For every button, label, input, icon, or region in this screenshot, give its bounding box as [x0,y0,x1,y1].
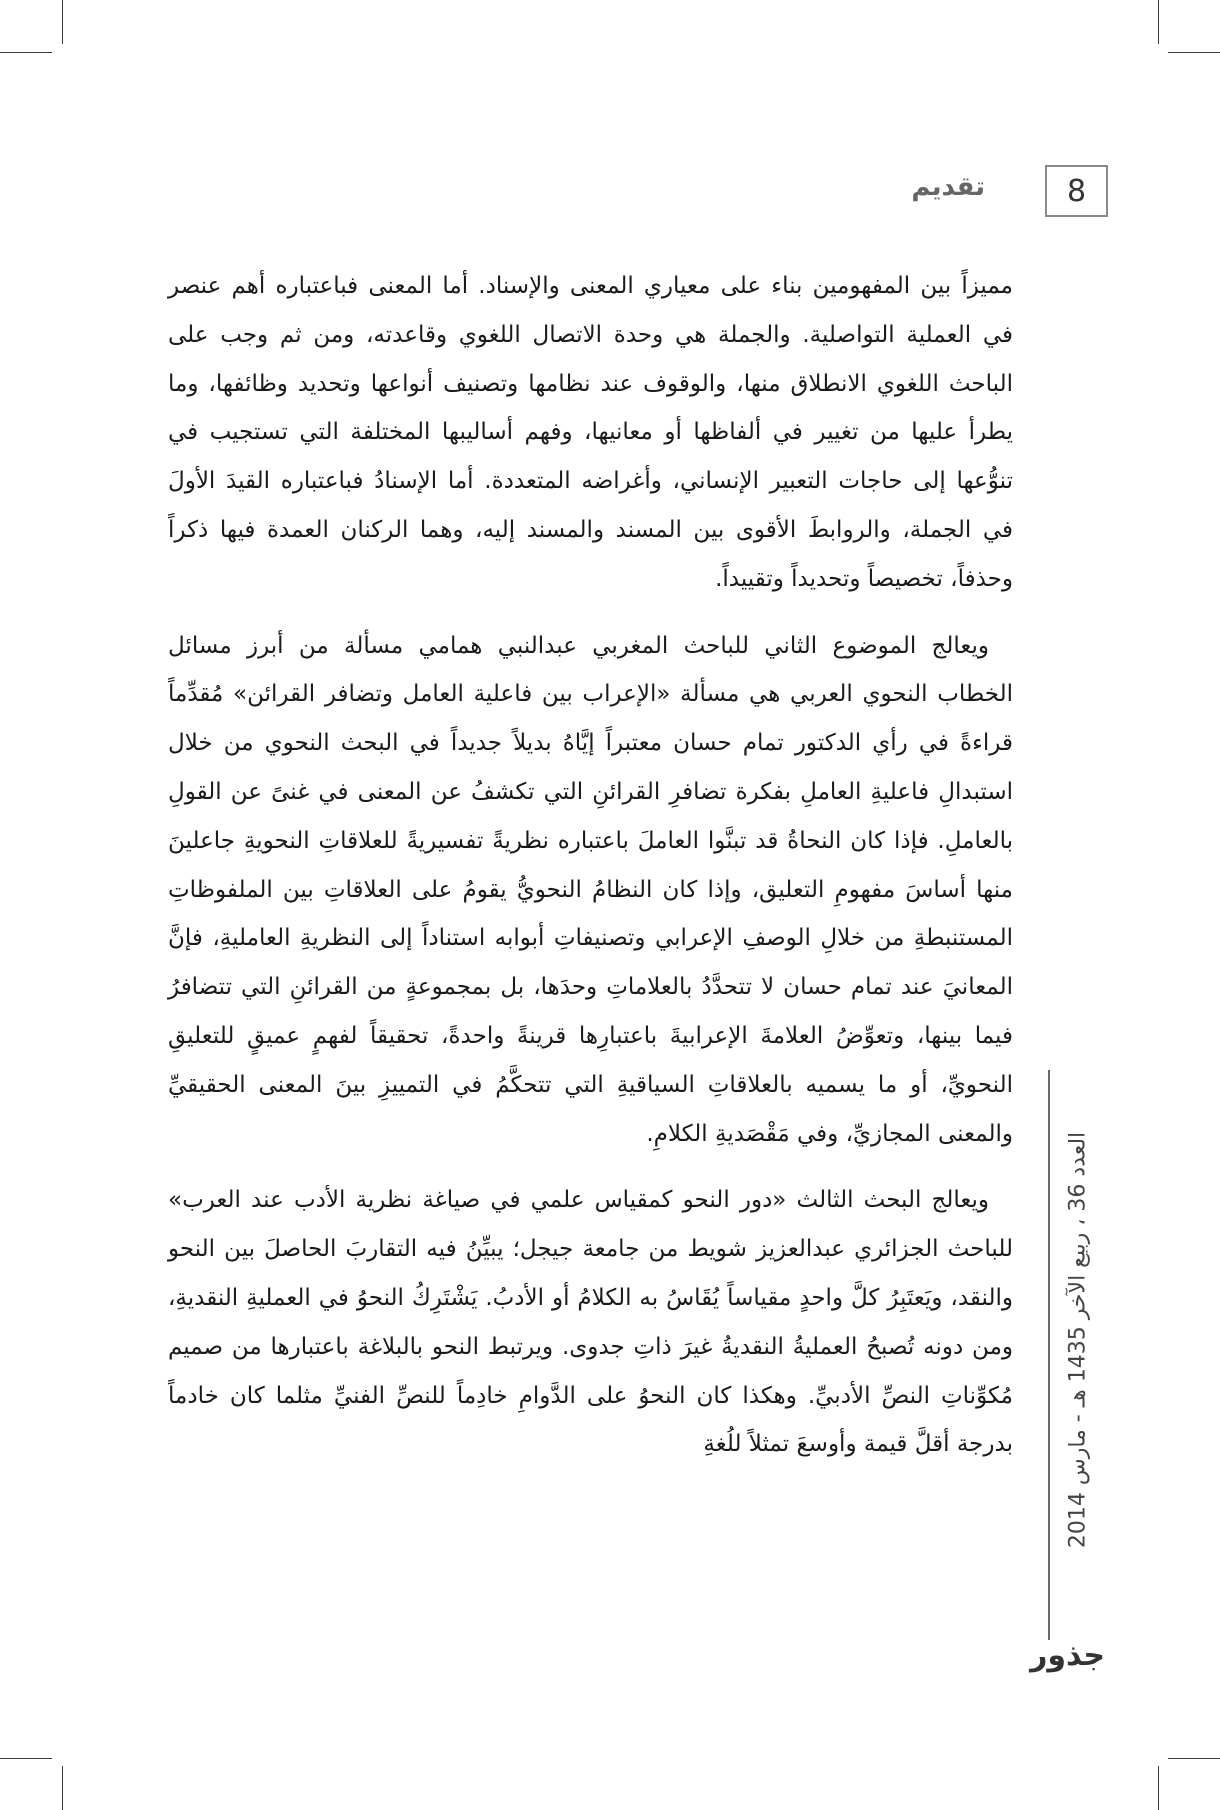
crop-mark [62,0,63,44]
crop-mark [1168,52,1220,53]
journal-logo: جذور [1030,1638,1105,1673]
crop-mark [1158,1766,1159,1810]
article-body [168,262,1013,1487]
crop-mark [1168,1758,1220,1759]
crop-mark [0,1758,52,1759]
section-title: تقديم [911,172,985,202]
issue-info: العدد 36 ، ربيع الآخر 1435 هـ - مارس 2014 [1065,1131,1091,1549]
sidebar-divider [1048,1070,1050,1640]
paragraph: ويعالج البحث الثالث «دور النحو كمقياس علمي في صياغة نظرية الأدب عند العرب» للباحث الجزائري عبدالعزيز شويط من جامعة جيجل؛ يبيِّنُ فيه التقاربَ الحاصلَ بين النحو والنقد، ويَعتَبِرُ كلَّ واحدٍ مقياساً يُقَاسُ به الكلامُ أو الأدبُ. يَشْتَرِكُ النحوُ في العمليةِ النقديةِ، ومن دونه تُصبحُ العمليةُ النقديةُ غيرَ ذاتِ جدوى. ويرتبط النحو بالبلاغة باعتبارها من صميم مُكوِّناتِ النصِّ الأدبيِّ. وهكذا كان النحوُ على الدَّوامِ خادِماً للنصِّ الفنيِّ مثلما كان خادماً بدرجة أقلَّ قيمة وأوسعَ تمثلاً للُغةِ [168,1187,1013,1458]
paragraph: ويعالج الموضوع الثاني للباحث المغربي عبدالنبي همامي مسألة من أبرز مسائل الخطاب النحوي العربي هي مسألة «الإعراب بين فاعلية العامل وتضافر القرائن» مُقدِّماً قراءةً في رأي الدكتور تمام حسان معتبراً إيَّاهُ بديلاً جديداً في البحث النحوي من خلال استبدالِ فاعليةِ العاملِ بفكرة تضافرِ القرائنِ التي تكشفُ عن المعنى في غنىً عن القولِ بالعاملِ. فإذا كان النحاةُ قد تبنَّوا العاملَ باعتباره نظريةً تفسيريةً للعلاقاتِ النحويةِ جاعلينَ منها أساسَ مفهومِ التعليق، وإذا كان النظامُ النحويُّ يقومُ على العلاقاتِ بين الملفوظاتِ المستنبطةِ من خلالِ الوصفِ الإعرابي وتصنيفاتِ أبوابه استناداً إلى النظريةِ العامليةِ، فإنَّ المعانيَ عند تمام حسان لا تتحدَّدُ بالعلاماتِ وحدَها، بل بمجموعةٍ من القرائنِ التي تتضافرُ فيما بينها، وتعوِّضُ العلامةَ الإعرابيةَ باعتبارِها قرينةً واحدةً، تحقيقاً لفهمٍ عميقٍ للتعليقِ النحويِّ، أو ما يسميه بالعلاقاتِ السياقيةِ التي تتحكَّمُ في التمييزِ بينَ المعنى الحقيقيِّ والمعنى المجازيِّ، وفي مَقْصَديةِ الكلامِ. [168,632,1013,1147]
issue-info-strip [1058,1070,1098,1610]
page-number-text: 8 [1066,173,1087,209]
page-number [1045,165,1108,217]
crop-mark [1158,0,1159,44]
paragraph: مميزاً بين المفهومين بناء على معياري المعنى والإسناد. أما المعنى فباعتباره أهم عنصر في العملية التواصلية. والجملة هي وحدة الاتصال اللغوي وقاعدته، ومن ثم وجب على الباحث اللغوي الانطلاق منها، والوقوف عند نظامها وتصنيف أنواعها وتحديد وظائفها، وما يطرأ عليها من تغيير في ألفاظها أو معانيها، وفهم أساليبها المختلفة التي تستجيب في تنوُّعها إلى حاجات التعبير الإنساني، وأغراضه المتعددة. أما الإسنادُ فباعتباره القيدَ الأولَ في الجملة، والروابطَ الأقوى بين المسند والمسند إليه، وهما الركنان العمدة فيها ذكراً وحذفاً، تخصيصاً وتحديداً وتقييداً. [168,273,1013,592]
crop-mark [0,52,52,53]
crop-mark [62,1766,63,1810]
